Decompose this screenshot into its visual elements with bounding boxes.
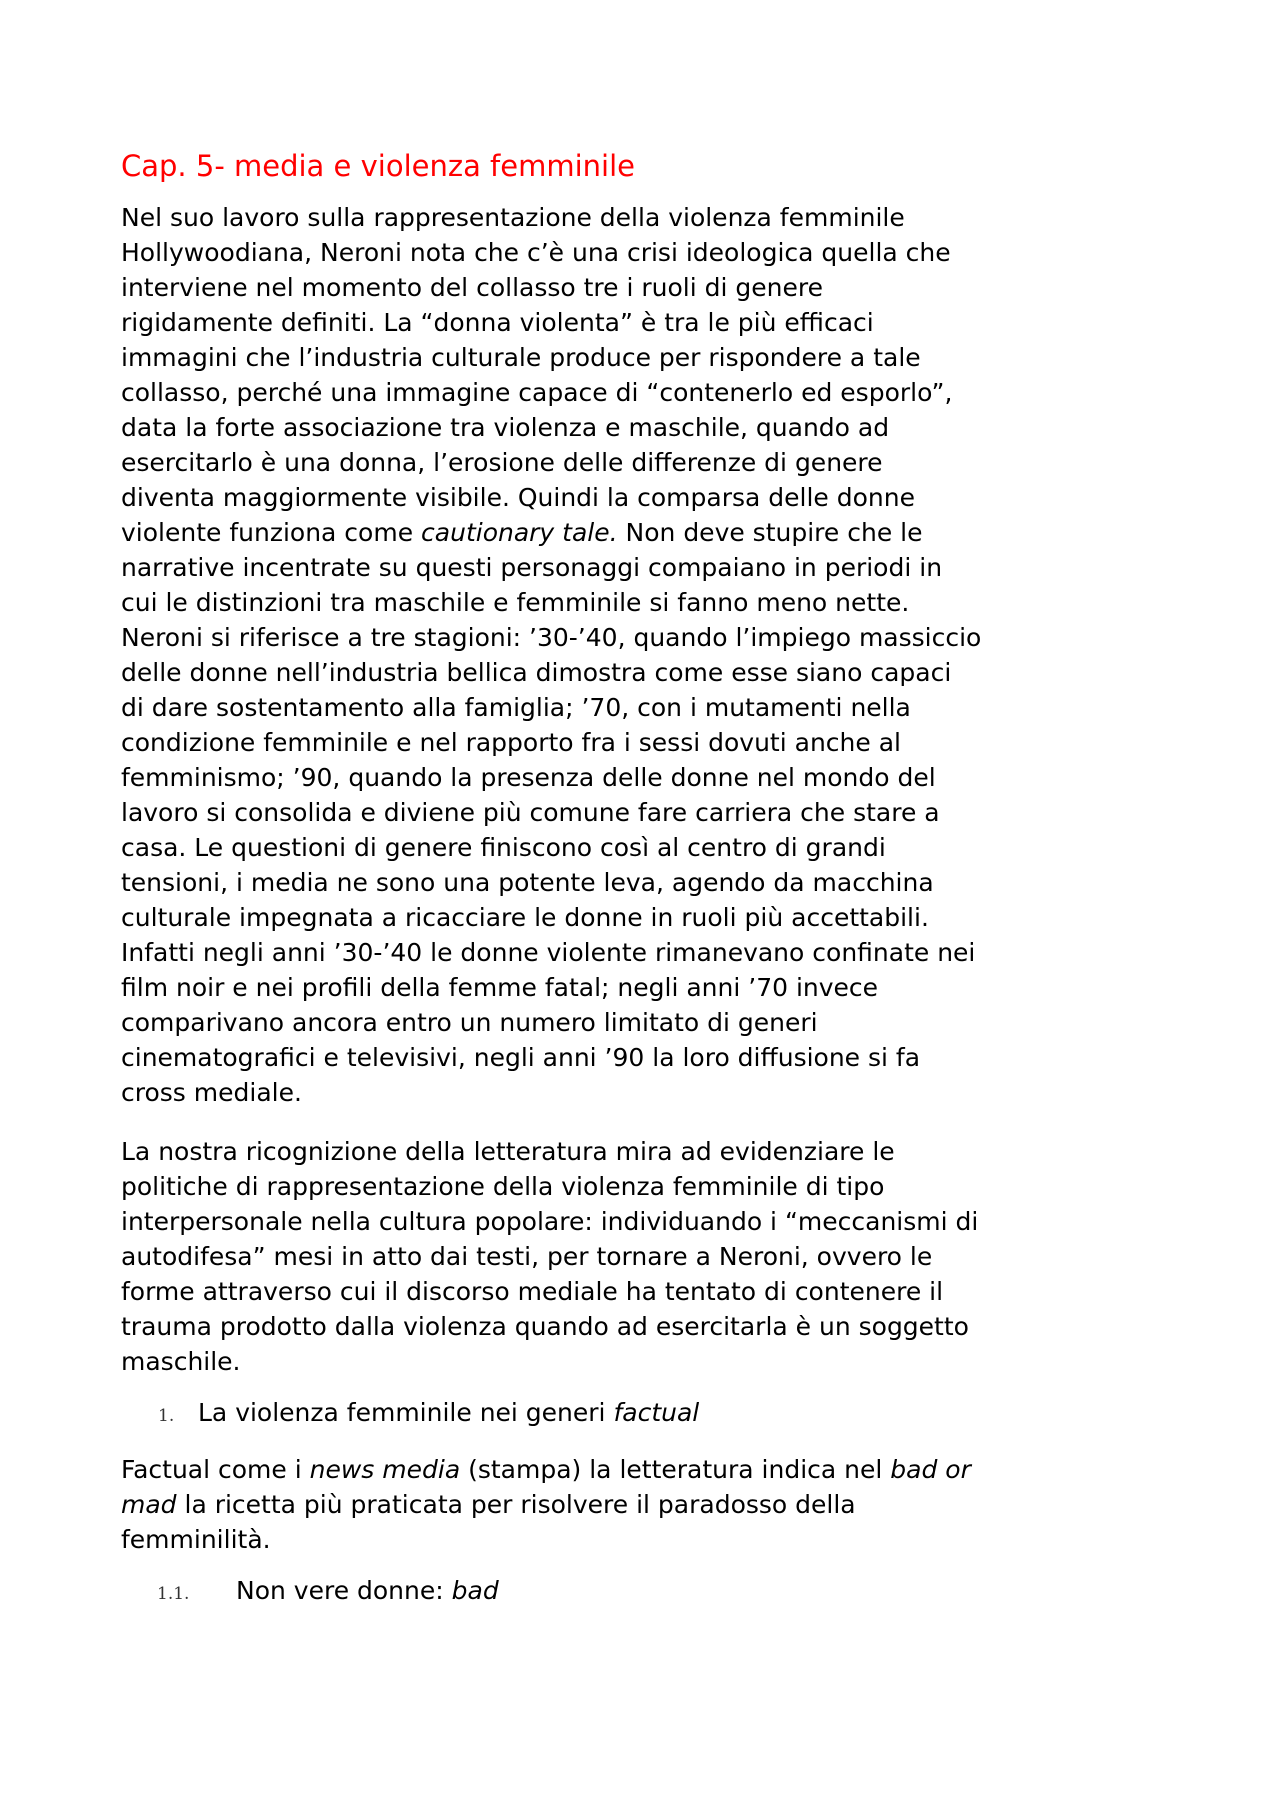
italic-term: bad or [890, 1455, 971, 1484]
text-line: lavoro si consolida e diviene più comune fare carriera che stare a [121, 798, 940, 827]
text-line: femminismo; ’90, quando la presenza delle donne nel mondo del [121, 763, 936, 792]
text-line: rigidamente definiti. La “donna violenta” è tra le più efficaci [121, 308, 874, 337]
text-line: cross mediale. [121, 1078, 302, 1107]
text-run: violente funziona come [121, 518, 422, 547]
section-number: 1.1. [157, 1584, 190, 1604]
italic-term: mad [121, 1490, 177, 1519]
text-run: (stampa) la letteratura indica nel [460, 1455, 891, 1484]
section-heading-1 [121, 1395, 1181, 1434]
text-run: Non vere donne: [236, 1576, 452, 1605]
text-line: autodifesa” mesi in atto dai testi, per tornare a Neroni, ovvero le [121, 1242, 933, 1271]
text-line: comparivano ancora entro un numero limitato di generi [121, 1008, 818, 1037]
text-line: di dare sostentamento alla famiglia; ’70, con i mutamenti nella [121, 693, 911, 722]
text-line: Hollywoodiana, Neroni nota che c’è una crisi ideologica quella che [121, 238, 951, 267]
text-line: collasso, perché una immagine capace di “contenerlo ed esporlo”, [121, 378, 953, 407]
paragraph-factual [121, 1452, 1181, 1557]
text-line: interpersonale nella cultura popolare: individuando i “meccanismi di [121, 1207, 979, 1236]
text-line: film noir e nei profili della femme fatal; negli anni ’70 invece [121, 973, 879, 1002]
text-line: interviene nel momento del collasso tre i ruoli di genere [121, 273, 823, 302]
text-line [121, 515, 1181, 550]
text-line: immagini che l’industria culturale produce per rispondere a tale [121, 343, 921, 372]
text-line: Nel suo lavoro sulla rappresentazione della violenza femminile [121, 203, 905, 232]
text-line: culturale impegnata a ricacciare le donne in ruoli più accettabili. [121, 903, 929, 932]
italic-term: factual [613, 1398, 700, 1427]
text-run: La violenza femminile nei generi [198, 1398, 614, 1427]
text-line: data la forte associazione tra violenza e maschile, quando ad [121, 413, 890, 442]
paragraph-literature [121, 1134, 1181, 1379]
section-heading-1-1 [121, 1573, 1181, 1612]
text-run: la ricetta più praticata per risolvere il paradosso della [176, 1490, 856, 1519]
text-line: esercitarlo è una donna, l’erosione delle differenze di genere [121, 448, 883, 477]
text-line: narrative incentrate su questi personaggi compaiano in periodi in [121, 553, 943, 582]
italic-term: bad [451, 1576, 499, 1605]
text-run: Non deve stupire che le [617, 518, 923, 547]
text-line: condizione femminile e nel rapporto fra i sessi dovuti anche al [121, 728, 901, 757]
text-line: La nostra ricognizione della letteratura mira ad evidenziare le [121, 1137, 895, 1166]
text-run: Factual come i [121, 1455, 310, 1484]
text-line: cinematografici e televisivi, negli anni ’90 la loro diffusione si fa [121, 1043, 921, 1072]
text-line [121, 1452, 1181, 1487]
text-line: Infatti negli anni ’30-’40 le donne violente rimanevano confinate nei [121, 938, 976, 967]
text-line: casa. Le questioni di genere finiscono così al centro di grandi [121, 833, 886, 862]
text-line: politiche di rappresentazione della violenza femminile di tipo [121, 1172, 885, 1201]
italic-term: cautionary tale. [421, 518, 618, 547]
text-line: Neroni si riferisce a tre stagioni: ’30-’40, quando l’impiego massiccio [121, 623, 982, 652]
chapter-title: Cap. 5- media e violenza femminile [121, 149, 635, 183]
text-line: diventa maggiormente visibile. Quindi la comparsa delle donne [121, 483, 915, 512]
text-line: trauma prodotto dalla violenza quando ad esercitarla è un soggetto [121, 1312, 969, 1341]
section-heading-text [236, 1573, 499, 1608]
text-line: maschile. [121, 1347, 241, 1376]
paragraph-neroni [121, 200, 1181, 1110]
section-heading-text [198, 1395, 699, 1430]
text-line: tensioni, i media ne sono una potente leva, agendo da macchina [121, 868, 934, 897]
text-line: forme attraverso cui il discorso mediale ha tentato di contenere il [121, 1277, 944, 1306]
italic-term: news media [309, 1455, 461, 1484]
text-line: cui le distinzioni tra maschile e femminile si fanno meno nette. [121, 588, 910, 617]
text-line: delle donne nell’industria bellica dimostra come esse siano capaci [121, 658, 952, 687]
document-page [121, 146, 1181, 1612]
text-line [121, 1487, 1181, 1522]
section-number: 1. [158, 1406, 175, 1426]
text-line: femminilità. [121, 1525, 271, 1554]
